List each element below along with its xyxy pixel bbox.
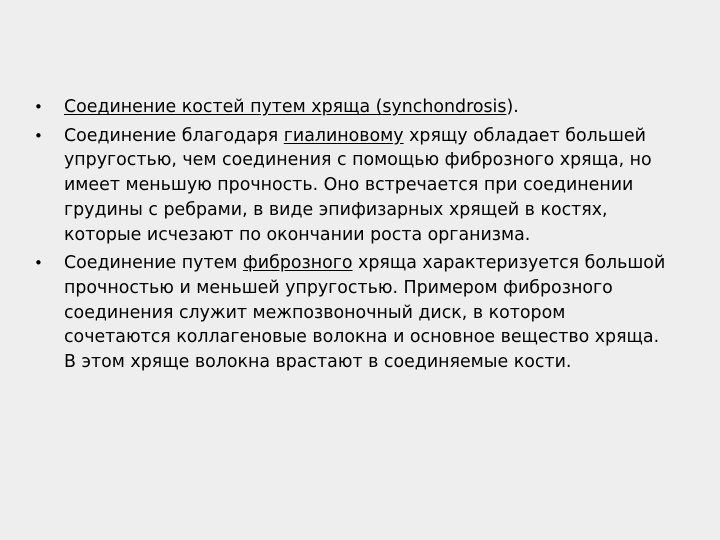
hyaline-link[interactable]: гиалиновому [283, 125, 404, 146]
bullet-marker: • [34, 98, 43, 116]
bullet-text: хрящу обладает большей упругостью, чем соединения с помощью фиброзного хряща, но имеет меньшую прочность. Оно встречается при соединении грудины с ребрами, в виде эпифизарных хрящей в костях, которые исчезают по окончании роста организма. [64, 125, 652, 245]
fibrous-link[interactable]: фиброзного [242, 253, 353, 274]
bullet-marker: • [34, 126, 43, 145]
bullet-text: хряща характеризуется большой прочностью и меньшей упругостью. Примером фиброзного соединения служит межпозвоночный диск, в котором сочетаются коллагеновые волокна и основное вещество хряща. В этом хряще волокна врастают в соединяемые кости. [64, 253, 666, 373]
bullet-text: ). [506, 97, 519, 117]
bullet-item-hyaline [34, 124, 674, 248]
bullet-list [34, 95, 674, 375]
bullet-text: Соединение благодаря [64, 125, 284, 146]
bullet-marker: • [34, 254, 43, 273]
bullet-item-fibrous [34, 251, 674, 375]
bullet-text: Соединение путем [64, 253, 243, 274]
synchondrosis-link[interactable]: Соединение костей путем хряща (synchondrosis [64, 97, 507, 117]
slide-content [34, 95, 674, 379]
bullet-item-synchondrosis [34, 95, 674, 120]
